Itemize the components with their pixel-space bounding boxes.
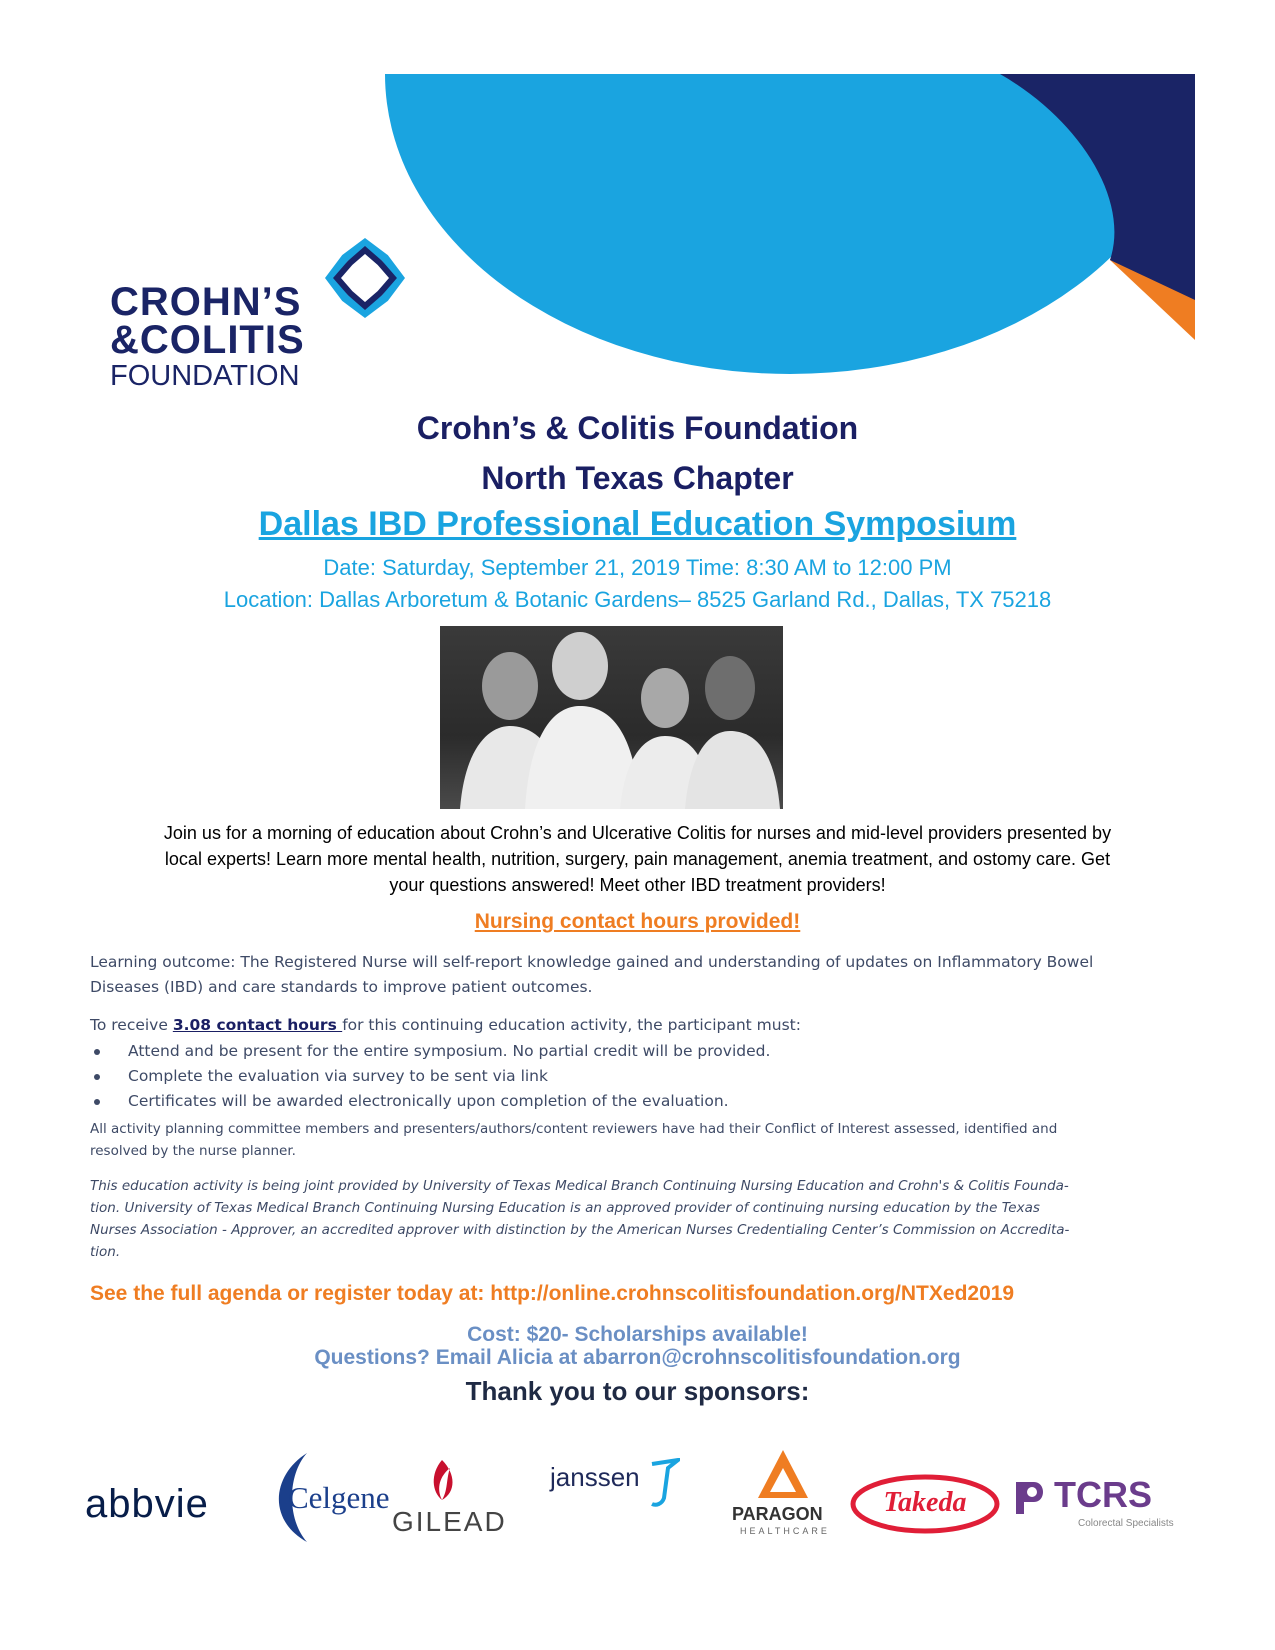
celgene-label: Celgene bbox=[288, 1480, 390, 1515]
gilead-flame-icon bbox=[422, 1458, 462, 1502]
learning-line-1: Learning outcome: The Registered Nurse will self-report knowledge gained and understanding of updates on Inflammatory Bowel bbox=[90, 953, 1094, 971]
joint-line-4: tion. bbox=[90, 1244, 121, 1260]
sponsor-janssen bbox=[550, 1462, 680, 1522]
logo-line-2: &COLITIS bbox=[110, 318, 305, 362]
questions-email[interactable]: Questions? Email Alicia at abarron@crohnscolitisfoundation.org bbox=[314, 1346, 961, 1369]
paragon-triangle-icon bbox=[756, 1448, 810, 1500]
sponsor-celgene bbox=[262, 1450, 390, 1545]
contact-hours-value: 3.08 contact hours bbox=[172, 1016, 343, 1034]
gilead-label: GILEAD bbox=[392, 1506, 507, 1537]
sponsors-heading: Thank you to our sponsors: bbox=[465, 1376, 810, 1406]
sponsor-tcrs bbox=[1012, 1474, 1192, 1538]
date-time: Date: Saturday, September 21, 2019 Time: 8:30 AM to 12:00 PM bbox=[323, 555, 952, 580]
paragon-label: PARAGON bbox=[732, 1504, 823, 1524]
intro-line-2: local experts! Learn more mental health, nutrition, surgery, pain management, anemia treatment, and ostomy care. Get bbox=[164, 849, 1111, 869]
event-title-link[interactable]: Dallas IBD Professional Education Symposium bbox=[258, 505, 1017, 543]
register-link[interactable]: See the full agenda or register today at: http://online.crohnscolitisfoundation.org/NTXed2019 bbox=[90, 1282, 1015, 1305]
sponsor-gilead bbox=[390, 1458, 507, 1548]
requirements-list bbox=[90, 1039, 1200, 1114]
joint-line-1: This education activity is being joint provided by University of Texas Medical Branch Continuing Nursing Education and Crohn's & Colitis Founda- bbox=[90, 1178, 1069, 1194]
list-item: Certificates will be awarded electronically upon completion of the evaluation. bbox=[90, 1089, 1200, 1114]
receive-hours bbox=[90, 1013, 1200, 1038]
intro-line-3: your questions answered! Meet other IBD treatment providers! bbox=[389, 875, 886, 895]
janssen-mark-icon bbox=[650, 1458, 680, 1508]
learning-outcome bbox=[90, 950, 1200, 1000]
paragon-sub-label: HEALTHCARE bbox=[740, 1526, 830, 1536]
cost-line: Cost: $20- Scholarships available! bbox=[467, 1323, 808, 1346]
joint-line-3: Nurses Association - Approver, an accredited approver with distinction by the American Nurses Credentialing Center’s Commission on Accredita- bbox=[90, 1222, 1070, 1238]
intro-line-1: Join us for a morning of education about Crohn’s and Ulcerative Colitis for nurses and mid-level providers presented by bbox=[163, 823, 1112, 843]
takeda-label: Takeda bbox=[883, 1487, 967, 1518]
nursing-hours-banner: Nursing contact hours provided! bbox=[474, 910, 801, 933]
intro-paragraph bbox=[0, 820, 1275, 898]
nurses-photo bbox=[440, 626, 783, 809]
list-item: Attend and be present for the entire symposium. No partial credit will be provided. bbox=[90, 1039, 1200, 1064]
janssen-label: janssen bbox=[550, 1462, 640, 1492]
tcrs-sub-label: Colorectal Specialists bbox=[1078, 1518, 1174, 1529]
receive-after: for this continuing education activity, the participant must: bbox=[342, 1016, 801, 1034]
foundation-logo bbox=[110, 238, 400, 398]
joint-provider-statement bbox=[90, 1175, 1210, 1263]
sponsor-takeda bbox=[850, 1474, 1000, 1534]
location: Location: Dallas Arboretum & Botanic Gardens– 8525 Garland Rd., Dallas, TX 75218 bbox=[223, 587, 1052, 612]
joint-line-2: tion. University of Texas Medical Branch Continuing Nursing Education is an approved provider of continuing nursing education by the Texas bbox=[90, 1200, 1040, 1216]
logo-star-icon bbox=[325, 238, 405, 318]
tcrs-label: TCRS bbox=[1054, 1474, 1152, 1515]
logo-line-1: CROHN’S bbox=[110, 280, 302, 324]
logo-line-3: FOUNDATION bbox=[110, 360, 300, 392]
receive-before: To receive bbox=[90, 1016, 173, 1034]
chapter-title: North Texas Chapter bbox=[481, 460, 794, 496]
tcrs-mark-icon bbox=[1012, 1478, 1048, 1518]
coi-line-1: All activity planning committee members and presenters/authors/content reviewers have had their Conflict of Interest assessed, identified and bbox=[90, 1121, 1058, 1137]
sponsor-paragon bbox=[728, 1448, 838, 1544]
coi-statement bbox=[90, 1118, 1210, 1162]
coi-line-2: resolved by the nurse planner. bbox=[90, 1143, 296, 1159]
sponsor-abbvie: abbvie bbox=[85, 1482, 209, 1526]
learning-line-2: Diseases (IBD) and care standards to improve patient outcomes. bbox=[90, 978, 593, 996]
list-item: Complete the evaluation via survey to be sent via link bbox=[90, 1064, 1200, 1089]
org-title: Crohn’s & Colitis Foundation bbox=[416, 410, 859, 446]
